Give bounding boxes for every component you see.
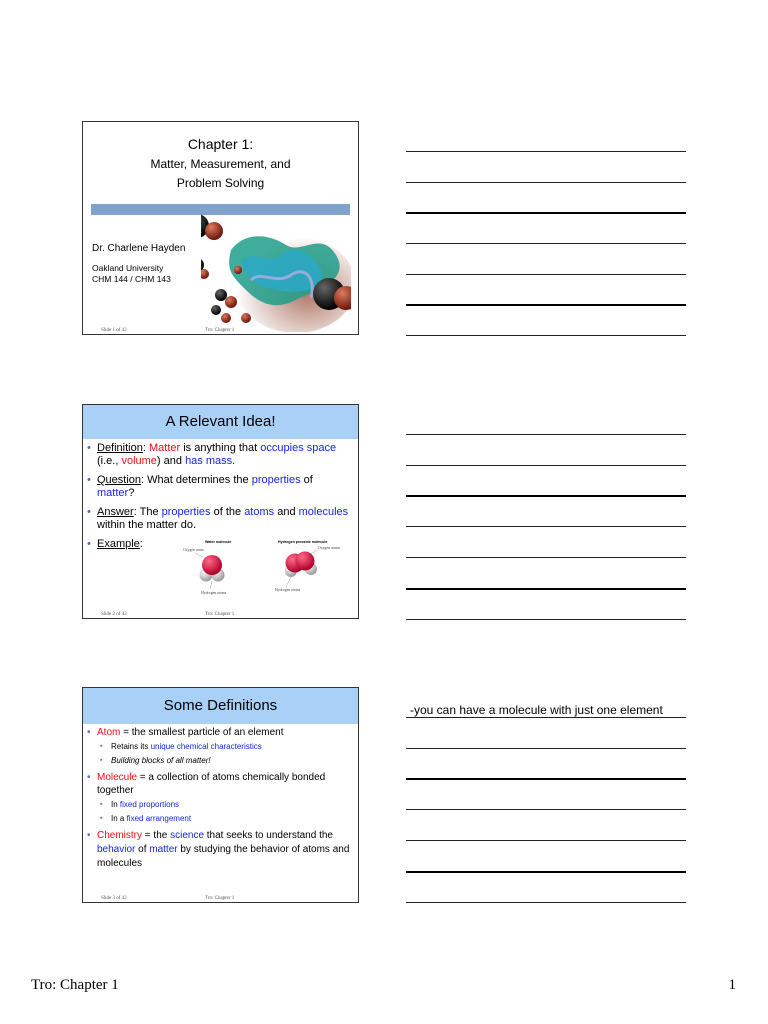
page-number: 1 (728, 977, 736, 993)
slide-number: Slide 2 of 42 (101, 612, 127, 617)
slide-1-thumbnail (82, 121, 359, 335)
bullet-chemistry: • Chemistry = the science that seeks to understand the behavior of matter by studying the behavior of atoms and molecules (83, 829, 352, 871)
slide-2-title: A Relevant Idea! (83, 405, 358, 439)
note-line (406, 809, 686, 810)
page-footer-title: Tro: Chapter 1 (31, 977, 119, 993)
note-line (406, 902, 686, 903)
sub-bullet-atom-1: ▪ Retains its unique chemical characteristics (97, 740, 352, 754)
note-line (406, 703, 686, 718)
handwritten-note: -you can have a molecule with just one element (410, 703, 663, 717)
bullet-molecule: • Molecule = a collection of atoms chemically bonded together ▪ In fixed proportions ▪ In a fixed arrangement (83, 771, 352, 826)
note-line (406, 274, 686, 275)
water-title: Water molecule (205, 540, 232, 544)
bullet-atom: • Atom = the smallest particle of an element ▪ Retains its unique chemical characteristics ▪ Building blocks of all matter! (83, 726, 352, 768)
note-line (406, 557, 686, 558)
note-line (406, 335, 686, 336)
course-code: CHM 144 / CHM 143 (92, 274, 171, 284)
molecule-image (201, 210, 351, 332)
slide-number: Slide 3 of 42 (101, 896, 127, 901)
slide-number: Slide 1 of 42 (101, 328, 127, 333)
institution: Oakland University (92, 263, 164, 273)
note-line (406, 243, 686, 244)
note-line (406, 748, 686, 749)
note-line (406, 778, 686, 780)
slide-1-subtitle-2: Problem Solving (176, 176, 265, 190)
peroxide-title: Hydrogen peroxide molecule (278, 540, 328, 544)
note-line (406, 151, 686, 152)
footer-chapter: Tro: Chapter 1 (205, 896, 235, 901)
peroxide-hydrogen-label: Hydrogen atoms (275, 588, 301, 592)
note-line (406, 495, 686, 497)
slide-3-title: Some Definitions (83, 688, 358, 724)
slide-2-thumbnail (82, 404, 359, 619)
water-hydrogen-label: Hydrogen atoms (201, 591, 227, 595)
note-line (406, 588, 686, 590)
footer-chapter: Tro: Chapter 1 (205, 612, 235, 617)
note-line (406, 465, 686, 466)
note-line (406, 840, 686, 841)
molecule-figure (173, 539, 353, 603)
sub-bullet-molecule-1: ▪ In fixed proportions (97, 798, 352, 812)
slide-1-title: Chapter 1: (187, 136, 254, 152)
slide-3-thumbnail (82, 687, 359, 903)
footer-chapter: Tro: Chapter 1 (205, 328, 235, 333)
note-line (406, 434, 686, 435)
bullet-question: • Question: What determines the properties of matter? (83, 474, 352, 500)
note-line (406, 182, 686, 183)
bullet-example: • Example: (83, 538, 352, 551)
note-line (406, 304, 686, 306)
sub-bullet-atom-2: ▪ Building blocks of all matter! (97, 754, 352, 768)
note-line (406, 526, 686, 527)
note-line (406, 212, 686, 214)
note-line (406, 871, 686, 873)
sub-bullet-molecule-2: ▪ In a fixed arrangement (97, 812, 352, 826)
note-line (406, 619, 686, 620)
bullet-definition: • Definition: Matter is anything that occupies space (i.e., volume) and has mass. (83, 442, 352, 468)
slide-1-subtitle-1: Matter, Measurement, and (150, 157, 291, 171)
bullet-answer: • Answer: The properties of the atoms and molecules within the matter do. (83, 506, 352, 532)
water-oxygen-label: Oxygen atom (183, 548, 204, 552)
peroxide-oxygen-label: Oxygen atoms (318, 546, 341, 550)
author-name: Dr. Charlene Hayden (92, 243, 186, 254)
